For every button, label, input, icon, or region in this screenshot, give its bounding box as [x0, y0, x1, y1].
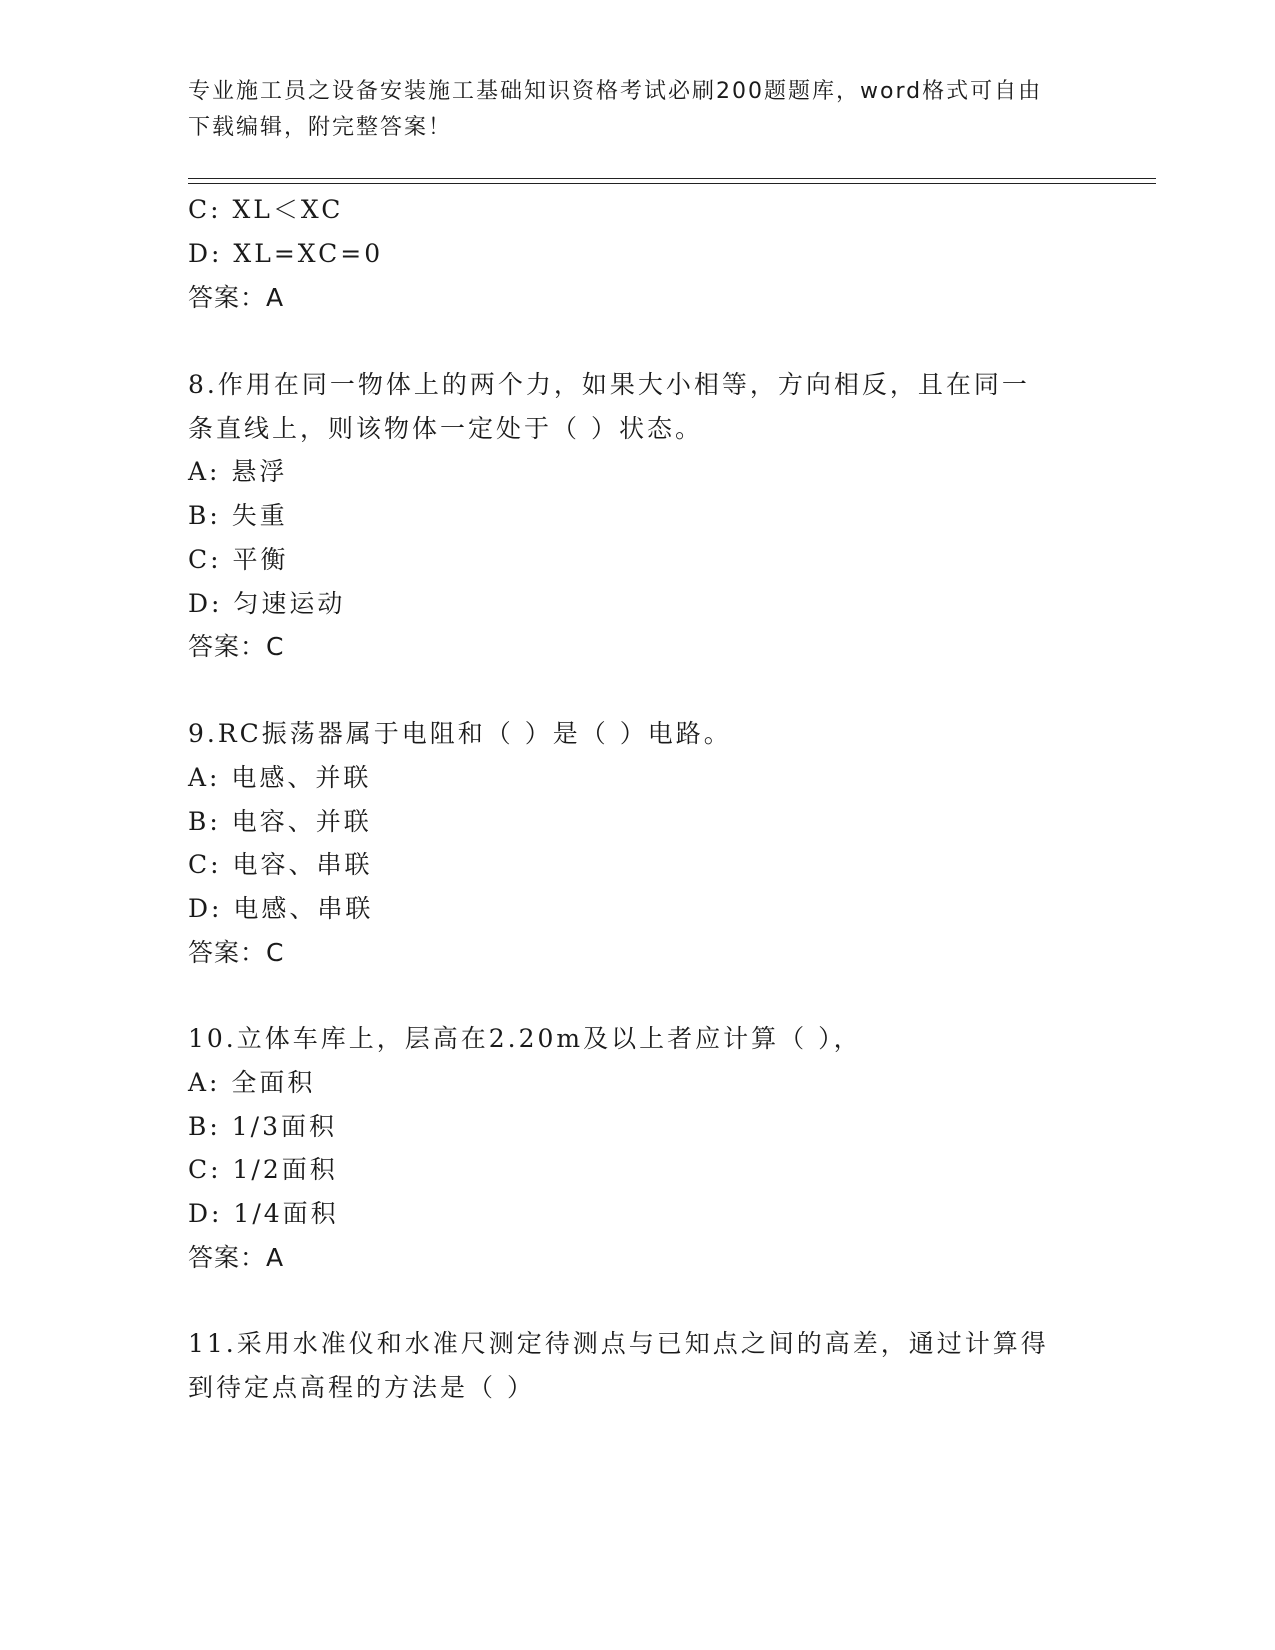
q9-option-b: B: 电容、并联: [188, 807, 372, 836]
header-rule-bottom: [188, 183, 1156, 184]
q10-option-b: B: 1/3面积: [188, 1112, 337, 1141]
q9-option-c: C: 电容、串联: [188, 850, 373, 879]
q10-stem: 10.立体车库上，层高在2.20m及以上者应计算（ ），: [188, 1024, 862, 1053]
q11-stem-line2: 到待定点高程的方法是（ ）: [188, 1373, 535, 1402]
q10-option-d: D: 1/4面积: [188, 1199, 339, 1228]
q8-option-a: A: 悬浮: [188, 457, 288, 486]
q8-option-d: D: 匀速运动: [188, 589, 346, 618]
q8-stem-line1: 8.作用在同一物体上的两个力，如果大小相等，方向相反，且在同一: [188, 370, 1030, 399]
q8-option-c: C: 平衡: [188, 545, 289, 574]
document-header: 专业施工员之设备安装施工基础知识资格考试必刷200题题库，word格式可自由 下载编辑，附完整答案！: [188, 79, 1043, 140]
q9-option-a: A: 电感、并联: [188, 763, 372, 792]
q8-stem-line2: 条直线上，则该物体一定处于（ ）状态。: [188, 414, 703, 443]
q11-stem-line1: 11.采用水准仪和水准尺测定待测点与已知点之间的高差，通过计算得: [188, 1329, 1049, 1358]
q8-answer: 答案：C: [188, 632, 285, 661]
q10-option-a: A: 全面积: [188, 1068, 316, 1097]
q10-option-c: C: 1/2面积: [188, 1155, 338, 1184]
prev-option-d: D: XL=XC=0: [188, 239, 384, 268]
header-rule-top: [188, 178, 1156, 179]
prev-answer: 答案：A: [188, 283, 285, 312]
q9-option-d: D: 电感、串联: [188, 894, 374, 923]
prev-option-c: C: XL＜XC: [188, 195, 344, 224]
q9-stem: 9.RC振荡器属于电阻和（ ）是（ ）电路。: [188, 719, 732, 748]
q10-answer: 答案：A: [188, 1243, 285, 1272]
q9-answer: 答案：C: [188, 938, 285, 967]
q8-option-b: B: 失重: [188, 501, 288, 530]
